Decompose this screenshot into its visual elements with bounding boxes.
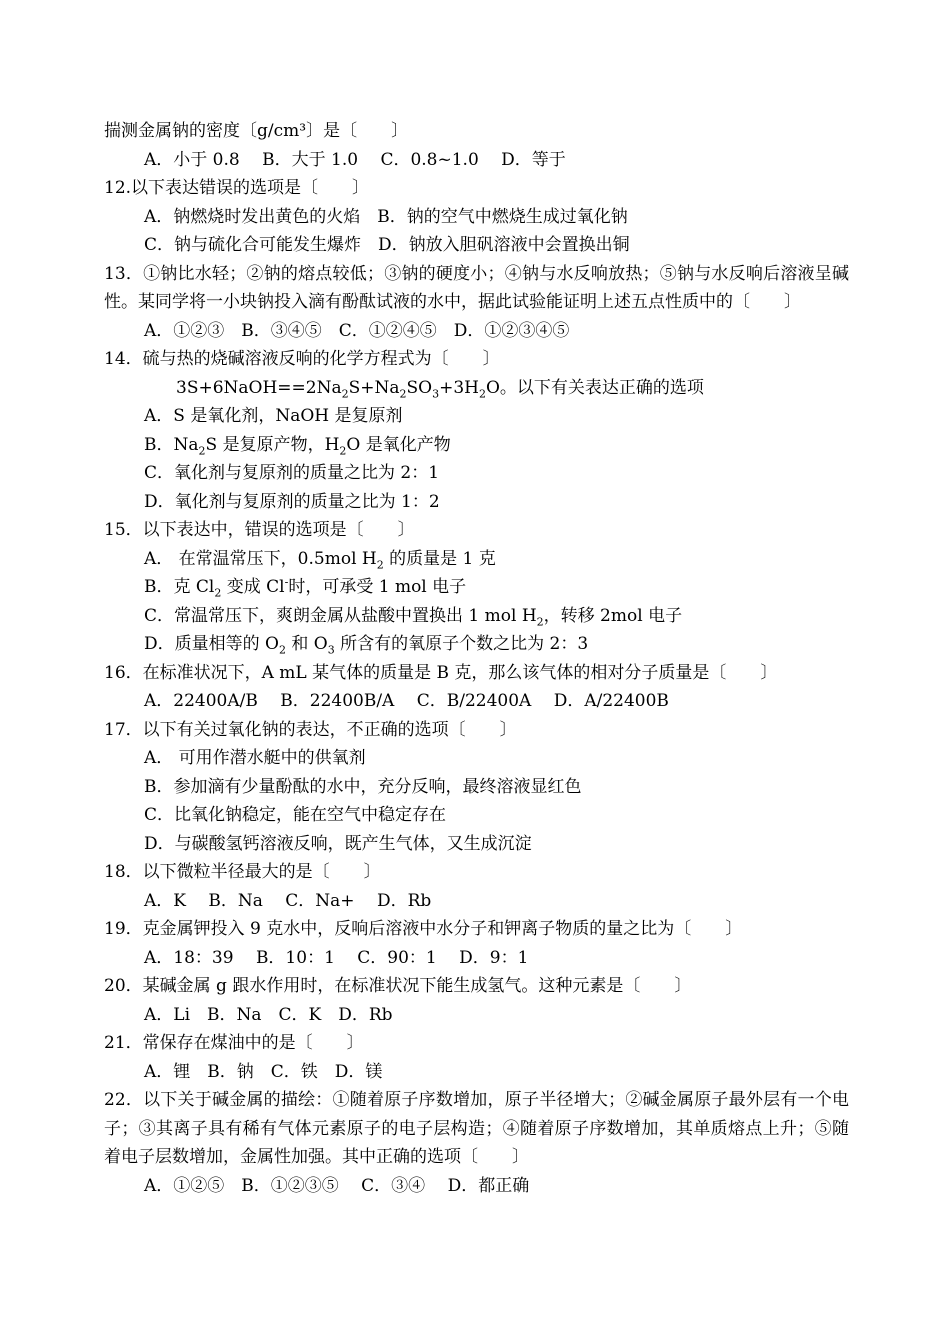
answer-line: A． 可用作潜水艇中的供氧剂: [144, 748, 366, 768]
answer-line: A．22400A/B B．22400B/A C．B/22400A D．A/22400B: [144, 691, 669, 711]
text-run: 的质量是 1 克: [383, 548, 496, 569]
question-line: 22．以下关于碱金属的描绘：①随着原子序数增加，原子半径增大；②碱金属原子最外层有一个电子；③其离子具有稀有气体元素原子的电子层构造；④随着原子序数增加，其单质熔点上升；⑤随着电子层数增加，金属性加强。其中正确的选项〔 〕: [104, 1090, 849, 1167]
answer-line: [104, 573, 849, 602]
text-run: B．Na: [144, 434, 199, 455]
text-run: +3H: [439, 377, 479, 398]
answer-line: A．钠燃烧时发出黄色的火焰 B．钠的空气中燃烧生成过氧化钠: [144, 206, 628, 227]
question-line: 14．硫与热的烧碱溶液反响的化学方程式为〔 〕: [104, 349, 500, 369]
question-line: 13．①钠比水轻；②钠的熔点较低；③钠的硬度小；④钠与水反响放热；⑤钠与水反响后溶液呈碱性。某同学将一小块钠投入滴有酚酞试液的水中，据此试验能证明上述五点性质中的〔 〕: [104, 263, 849, 312]
subscript: 2: [399, 386, 407, 400]
answer-line: C．氧化剂与复原剂的质量之比为 2：1: [144, 463, 440, 483]
question-line: 17．以下有关过氧化钠的表达，不正确的选项〔 〕: [104, 719, 517, 740]
answer-line: [104, 431, 849, 460]
question-line: 20．某碱金属 g 跟水作用时，在标准状况下能生成氢气。这种元素是〔 〕: [104, 976, 692, 996]
text-run: 3S+6NaOH==2Na: [176, 377, 342, 398]
answer-line: A．①②③ B．③④⑤ C．①②④⑤ D．①②③④⑤: [144, 320, 570, 341]
question-line: 12.以下表达错误的选项是〔 〕: [104, 178, 370, 198]
answer-line: D．氧化剂与复原剂的质量之比为 1：2: [144, 491, 440, 512]
subscript: 2: [536, 614, 544, 628]
text-run: SO: [406, 377, 433, 398]
text-run: O 是氧化产物: [346, 434, 451, 455]
question-line: 18．以下微粒半径最大的是〔 〕: [104, 862, 381, 882]
question-line: 21．常保存在煤油中的是〔 〕: [104, 1033, 364, 1053]
subscript: 2: [198, 443, 206, 457]
subscript: 2: [278, 643, 286, 657]
answer-line: A．K B．Na C．Na+ D．Rb: [144, 890, 432, 911]
text-run: B．克 Cl: [144, 577, 215, 597]
answer-line: A．18：39 B．10：1 C．90：1 D．9：1: [144, 947, 529, 968]
subscript: 2: [339, 443, 347, 457]
question-list: [104, 117, 849, 1200]
subscript: 3: [327, 643, 335, 657]
answer-line: A．①②⑤ B．①②③⑤ C．③④ D．都正确: [144, 1175, 530, 1196]
text-run: C．常温常压下，爽朗金属从盐酸中置换出 1 mol H: [144, 605, 537, 626]
question-line: 15．以下表达中，错误的选项是〔 〕: [104, 520, 415, 540]
text-run: A． 在常温常压下，0.5mol H: [144, 548, 377, 569]
answer-line: [104, 374, 849, 403]
text-run: 和 O: [285, 634, 328, 654]
text-run: 时，可承受 1 mol 电子: [288, 577, 467, 597]
answer-line: [104, 602, 849, 631]
answer-line: [104, 545, 849, 574]
text-run: O。以下有关表达正确的选项: [486, 377, 704, 398]
superscript: -: [284, 575, 289, 589]
answer-line: A．小于 0.8 B．大于 1.0 C．0.8~1.0 D．等于: [144, 149, 566, 170]
answer-line: B．参加滴有少量酚酞的水中，充分反响，最终溶液显红色: [144, 776, 582, 797]
answer-line: A．Li B．Na C．K D．Rb: [144, 1004, 393, 1025]
subscript: 2: [214, 586, 222, 600]
answer-line: A．S 是氧化剂，NaOH 是复原剂: [144, 406, 403, 426]
text-run: 所含有的氧原子个数之比为 2：3: [334, 634, 589, 654]
question-line: 19．克金属钾投入 9 克水中，反响后溶液中水分子和钾离子物质的量之比为〔 〕: [104, 919, 743, 939]
answer-line: [104, 630, 849, 659]
answer-line: C．比氧化钠稳定，能在空气中稳定存在: [144, 805, 447, 825]
text-run: S 是复原产物，H: [205, 434, 340, 455]
subscript: 2: [479, 386, 486, 400]
text-run: ，转移 2mol 电子: [543, 605, 683, 626]
subscript: 2: [376, 557, 384, 571]
answer-line: D．与碳酸氢钙溶液反响，既产生气体，又生成沉淀: [144, 833, 532, 854]
text-run: 变成 Cl: [221, 577, 285, 597]
text-run: S+Na: [348, 377, 400, 398]
question-line: 16．在标准状况下，A mL 某气体的质量是 B 克，那么该气体的相对分子质量是〔 〕: [104, 662, 778, 683]
answer-line: C．钠与硫化合可能发生爆炸 D．钠放入胆矾溶液中会置换出铜: [144, 235, 630, 255]
subscript: 3: [432, 386, 440, 400]
subscript: 2: [341, 386, 349, 400]
question-line: 揣测金属钠的密度〔g/cm³〕是〔 〕: [104, 121, 409, 141]
answer-line: A．锂 B．钠 C．铁 D．镁: [144, 1061, 383, 1082]
text-run: D．质量相等的 O: [144, 634, 279, 654]
